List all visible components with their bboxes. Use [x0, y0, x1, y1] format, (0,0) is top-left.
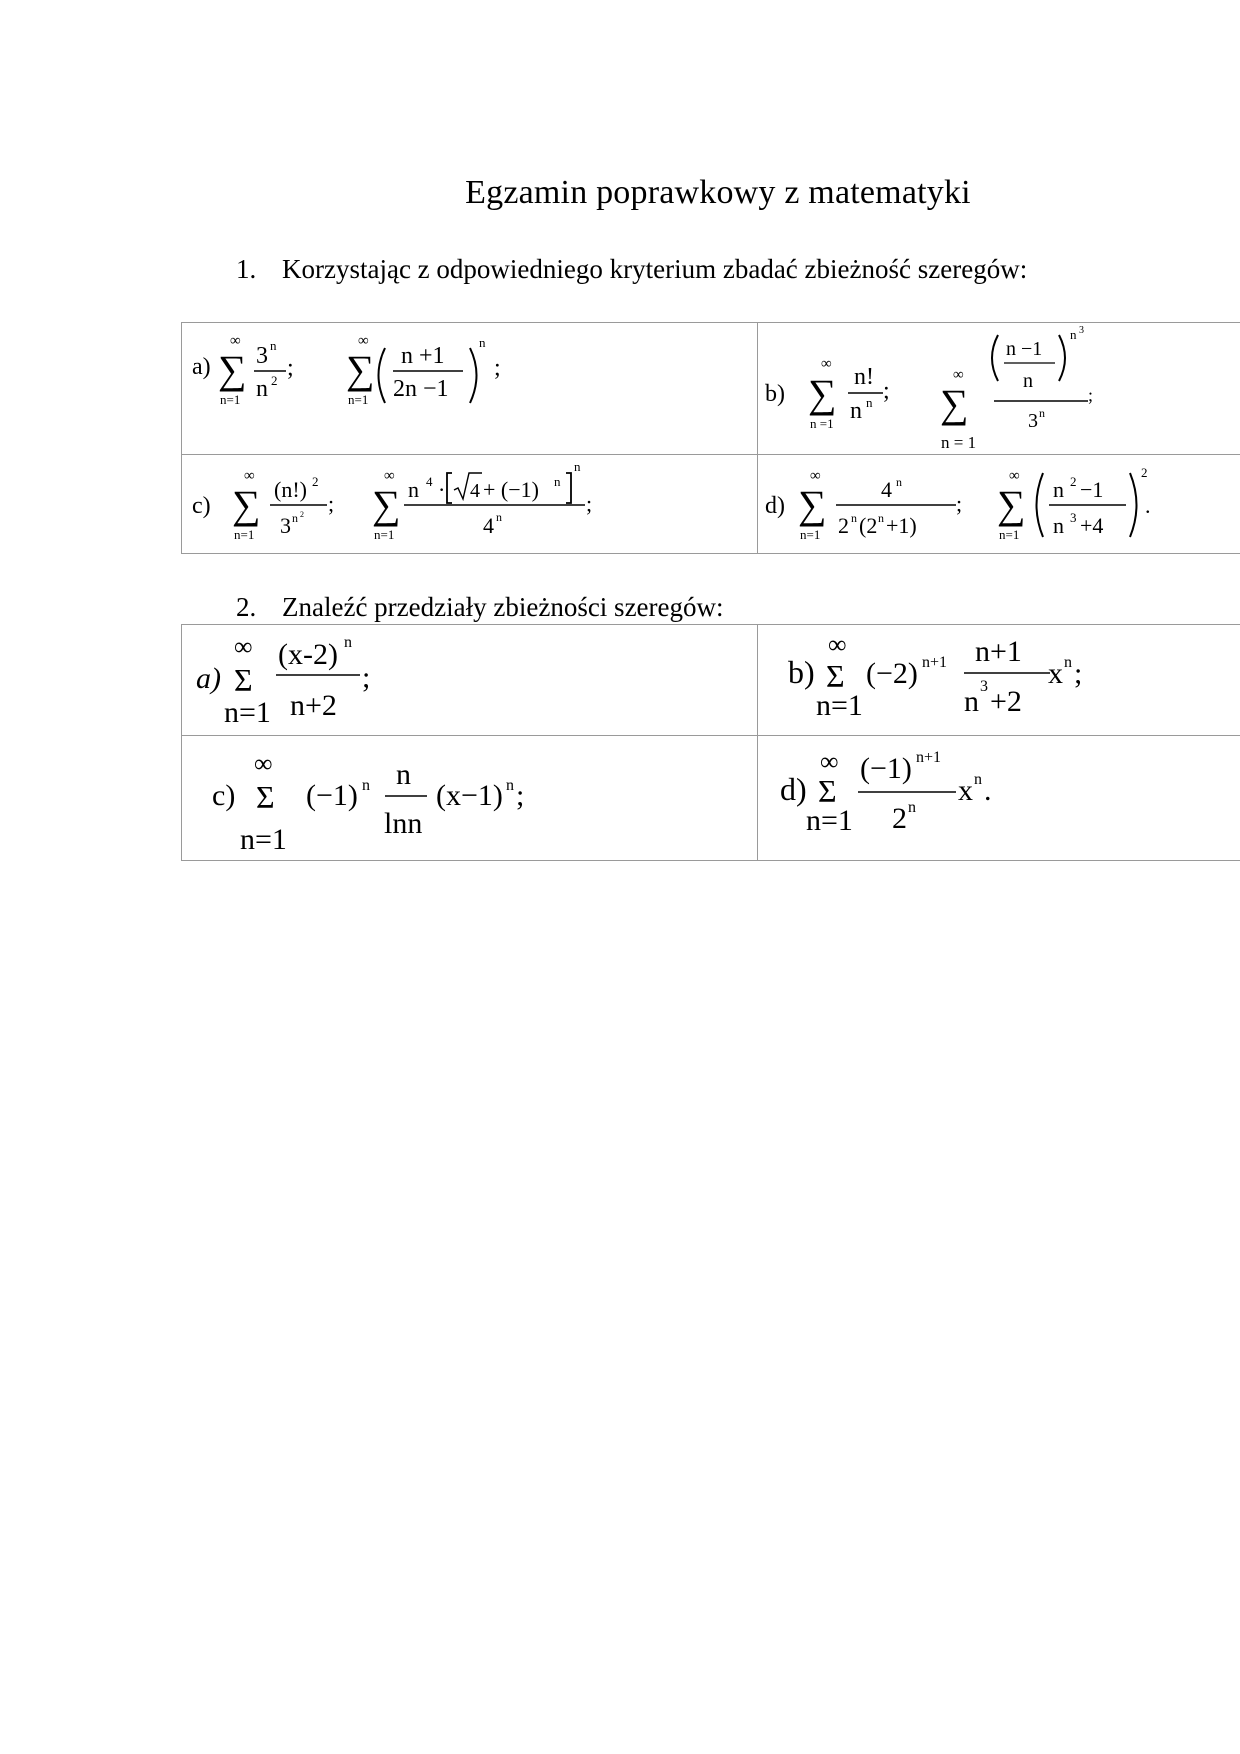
svg-text:n=1: n=1 — [234, 527, 255, 542]
question-1-number: 1. — [236, 254, 257, 284]
svg-text:∞: ∞ — [230, 333, 241, 349]
q2-cell-a — [182, 625, 758, 736]
svg-text:·: · — [438, 477, 446, 502]
svg-text:n =1: n =1 — [810, 416, 834, 431]
svg-text:n=1: n=1 — [240, 823, 287, 856]
q1-label-a: a) — [192, 354, 211, 380]
svg-text:n: n — [496, 510, 502, 524]
svg-text:n: n — [408, 477, 419, 502]
svg-text:∞: ∞ — [820, 747, 839, 776]
svg-text:∞: ∞ — [254, 749, 273, 778]
svg-text:;: ; — [328, 491, 335, 516]
svg-text:n=1: n=1 — [224, 696, 271, 729]
svg-text:n=1: n=1 — [816, 689, 863, 722]
q2-label-b: b) — [788, 654, 815, 690]
q2-formula-c — [182, 736, 757, 860]
svg-text:2: 2 — [300, 510, 304, 519]
svg-text:(x−1): (x−1) — [436, 779, 503, 812]
svg-text:n: n — [1053, 513, 1064, 538]
svg-text:n: n — [964, 685, 979, 718]
svg-text:n: n — [1064, 654, 1072, 671]
svg-text:n: n — [974, 771, 982, 788]
svg-text:n: n — [554, 474, 561, 489]
svg-text:∞: ∞ — [358, 333, 369, 349]
q2-label-d: d) — [780, 771, 807, 807]
svg-text:∑: ∑ — [798, 482, 827, 527]
svg-text:n: n — [1070, 327, 1077, 342]
q1-cell-d — [758, 455, 1240, 554]
svg-text:n!: n! — [854, 364, 874, 390]
svg-text:;: ; — [586, 491, 593, 516]
question-2-table — [181, 624, 1240, 861]
svg-text:;: ; — [956, 491, 963, 516]
svg-text:n=1: n=1 — [220, 392, 241, 407]
svg-text:∑: ∑ — [346, 347, 375, 392]
svg-text:∑: ∑ — [808, 371, 837, 416]
svg-text:n=1: n=1 — [348, 392, 369, 407]
svg-text:∑: ∑ — [218, 347, 247, 392]
svg-text:(n!): (n!) — [274, 477, 307, 502]
svg-text:∞: ∞ — [234, 632, 253, 661]
svg-text:n: n — [292, 511, 298, 525]
svg-text:(−2): (−2) — [866, 657, 918, 690]
svg-text:n = 1: n = 1 — [941, 433, 977, 452]
q1-cell-a — [182, 323, 758, 455]
svg-text:∑: ∑ — [940, 381, 969, 426]
svg-text:2: 2 — [271, 373, 278, 388]
svg-text:n: n — [362, 777, 370, 794]
q1-label-b: b) — [765, 381, 785, 407]
svg-text:;: ; — [1088, 385, 1094, 405]
q2-formula-b — [758, 625, 1240, 735]
svg-text:−1: −1 — [1080, 477, 1104, 502]
svg-text:2n −1: 2n −1 — [393, 376, 449, 402]
svg-text:∞: ∞ — [828, 630, 847, 659]
svg-text:3: 3 — [280, 513, 291, 538]
svg-text:∞: ∞ — [244, 468, 255, 484]
svg-text:n +1: n +1 — [401, 343, 445, 369]
svg-text:+2: +2 — [990, 685, 1022, 718]
svg-text:.: . — [1145, 493, 1151, 518]
svg-text:n: n — [574, 459, 581, 474]
svg-text:.: . — [984, 774, 992, 807]
question-1 — [236, 254, 1027, 285]
q1-formula-b — [758, 323, 1240, 454]
question-2-text: Znaleźć przedziały zbieżności szeregów: — [282, 592, 724, 622]
svg-text:n: n — [479, 335, 486, 350]
svg-text:3: 3 — [1028, 410, 1038, 432]
svg-text:∑: ∑ — [372, 482, 401, 527]
svg-text:∑: ∑ — [232, 482, 261, 527]
q1-cell-c — [182, 455, 758, 554]
q2-label-a: a) — [196, 662, 221, 695]
svg-text:;: ; — [516, 779, 525, 812]
svg-text:∞: ∞ — [953, 367, 964, 383]
q1-formula-a — [182, 323, 757, 454]
svg-text:2: 2 — [892, 802, 907, 835]
svg-text:(x-2): (x-2) — [278, 638, 338, 671]
svg-text:n: n — [344, 634, 352, 651]
svg-text:n=1: n=1 — [800, 527, 821, 542]
svg-text:n=1: n=1 — [999, 527, 1020, 542]
svg-text:Σ: Σ — [234, 662, 253, 698]
svg-text:(2: (2 — [859, 513, 878, 538]
svg-text:3: 3 — [256, 343, 268, 369]
svg-text:;: ; — [362, 661, 371, 694]
svg-text:3: 3 — [1070, 510, 1077, 525]
svg-text:2: 2 — [1141, 465, 1148, 480]
question-1-text: Korzystając z odpowiedniego kryterium zbadać zbieżność szeregów: — [282, 254, 1028, 284]
q1-formula-c — [182, 455, 757, 553]
svg-text:n=1: n=1 — [374, 527, 395, 542]
page-title: Egzamin poprawkowy z matematyki — [465, 174, 971, 211]
q2-formula-d — [758, 736, 1240, 860]
question-1-table — [181, 322, 1240, 554]
q2-cell-b — [758, 625, 1240, 736]
svg-text:Σ: Σ — [818, 773, 837, 809]
q1-formula-d — [758, 455, 1240, 553]
q2-cell-c — [182, 736, 758, 861]
svg-text:4: 4 — [483, 513, 494, 538]
svg-text:4: 4 — [470, 480, 480, 502]
svg-text:∞: ∞ — [821, 356, 832, 372]
svg-text:n=1: n=1 — [806, 804, 853, 837]
svg-text:∞: ∞ — [810, 468, 821, 484]
svg-text:Σ: Σ — [826, 658, 845, 694]
svg-text:2: 2 — [838, 513, 849, 538]
svg-text:+ (−1): + (−1) — [483, 477, 539, 502]
svg-text:n+1: n+1 — [922, 654, 948, 671]
svg-text:4: 4 — [881, 477, 892, 502]
svg-text:n+2: n+2 — [290, 689, 337, 722]
svg-text:;: ; — [494, 355, 501, 381]
svg-text:4: 4 — [426, 474, 433, 489]
question-2 — [236, 592, 724, 623]
q2-cell-d — [758, 736, 1240, 861]
svg-text:;: ; — [287, 355, 294, 381]
svg-text:2: 2 — [312, 474, 319, 489]
q2-formula-a — [182, 625, 757, 735]
q1-cell-b — [758, 323, 1240, 455]
svg-text:n: n — [866, 395, 873, 410]
svg-text:∞: ∞ — [1009, 468, 1020, 484]
svg-text:3: 3 — [1079, 325, 1084, 336]
svg-text:n: n — [896, 475, 902, 489]
svg-text:n: n — [506, 777, 514, 794]
svg-text:∞: ∞ — [384, 468, 395, 484]
svg-text:(−1): (−1) — [306, 779, 358, 812]
svg-text:3: 3 — [980, 678, 988, 695]
svg-text:n+1: n+1 — [975, 635, 1022, 668]
svg-text:n: n — [1023, 370, 1033, 392]
svg-text:+1): +1) — [886, 513, 917, 538]
svg-text:+4: +4 — [1080, 513, 1104, 538]
q1-label-d: d) — [765, 493, 785, 519]
svg-text:Σ: Σ — [256, 779, 275, 815]
svg-text:n: n — [1039, 406, 1045, 420]
question-2-number: 2. — [236, 592, 257, 622]
svg-text:n+1: n+1 — [916, 749, 942, 766]
q1-label-c: c) — [192, 493, 211, 519]
q2-label-c: c) — [212, 779, 236, 812]
svg-text:(−1): (−1) — [860, 752, 912, 785]
svg-text:n: n — [850, 398, 862, 424]
svg-text:n: n — [908, 799, 916, 816]
svg-text:x: x — [1048, 657, 1063, 690]
svg-text:n: n — [270, 338, 277, 353]
svg-text:;: ; — [883, 378, 890, 404]
svg-text:n: n — [851, 511, 857, 525]
svg-text:n: n — [878, 511, 884, 525]
svg-text:∑: ∑ — [997, 482, 1026, 527]
svg-text:n: n — [256, 376, 268, 402]
svg-text:lnn: lnn — [384, 807, 423, 840]
svg-text:x: x — [958, 774, 973, 807]
svg-text:2: 2 — [1070, 474, 1077, 489]
svg-text:;: ; — [1074, 657, 1083, 690]
svg-text:n: n — [396, 758, 411, 791]
svg-text:n −1: n −1 — [1006, 338, 1043, 360]
svg-text:n: n — [1053, 477, 1064, 502]
